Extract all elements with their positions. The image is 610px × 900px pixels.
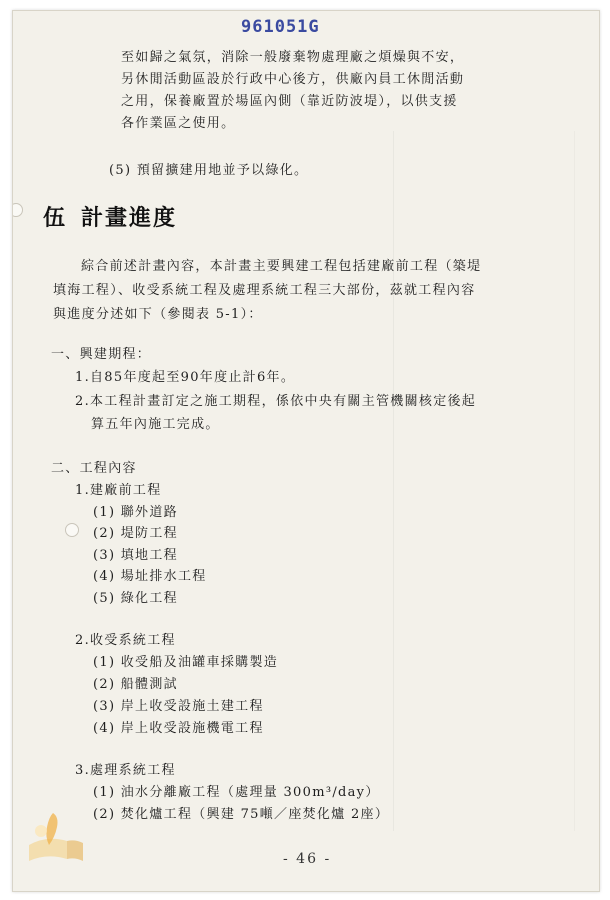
section-number: 伍 [43,206,68,231]
intro-line: 之用，保養廠置於場區內側（靠近防波堤），以供支援 [121,94,458,109]
summary-line: 與進度分述如下（參閱表 5-1）： [53,307,263,322]
document-id-stamp: 961051G [241,17,320,37]
intro-line: 各作業區之使用。 [121,116,236,131]
intro-paragraph [121,47,464,135]
binder-hole [65,523,79,537]
group-item: (2) 堤防工程 [93,526,178,541]
taiwan-map-book-logo-icon [19,807,89,867]
group-item: (2) 焚化爐工程（興建 75噸／座焚化爐 2座） [93,807,390,822]
summary-line: 綜合前述計畫內容，本計畫主要興建工程包括建廠前工程（築堤 [81,259,482,274]
group-item: (3) 填地工程 [93,548,178,563]
summary-line: 填海工程）、收受系統工程及處理系統工程三大部份，茲就工程內容 [53,283,476,298]
document-page [12,10,600,892]
group-item: (3) 岸上收受設施土建工程 [93,699,264,714]
group-item: (1) 油水分離廠工程（處理量 300m³/day） [93,785,380,800]
item-5-reserve-land: (5) 預留擴建用地並予以綠化。 [109,163,309,178]
page-number: - 46 - [283,851,332,867]
intro-line: 另休閒活動區設於行政中心後方，供廠內員工休閒活動 [121,72,465,87]
part1-item: 1.自85年度起至90年度止計6年。 [75,370,296,385]
section-title: 計畫進度 [81,206,178,231]
group-item: (4) 場址排水工程 [93,569,207,584]
group-title: 3.處理系統工程 [75,763,176,778]
group-title: 2.收受系統工程 [75,633,176,648]
group-item: (1) 收受船及油罐車採購製造 [93,655,279,670]
part1-item: 2.本工程計畫訂定之施工期程，係依中央有關主管機關核定後起 [75,394,477,409]
bleed-through-marks [393,131,575,831]
part1-heading: 一、興建期程： [51,347,152,362]
group-item: (2) 船體測試 [93,677,178,692]
binder-hole [12,203,23,217]
group-item: (5) 綠化工程 [93,591,178,606]
part2-heading: 二、工程內容 [51,461,137,476]
intro-line: 至如歸之氣氛，消除一般廢棄物處理廠之煩燥與不安， [121,50,465,65]
summary-paragraph [53,255,481,327]
group-title: 1.建廠前工程 [75,483,162,498]
section-heading [43,201,177,232]
group-item: (1) 聯外道路 [93,505,178,520]
group-item: (4) 岸上收受設施機電工程 [93,721,264,736]
part1-item: 算五年內施工完成。 [91,417,220,432]
